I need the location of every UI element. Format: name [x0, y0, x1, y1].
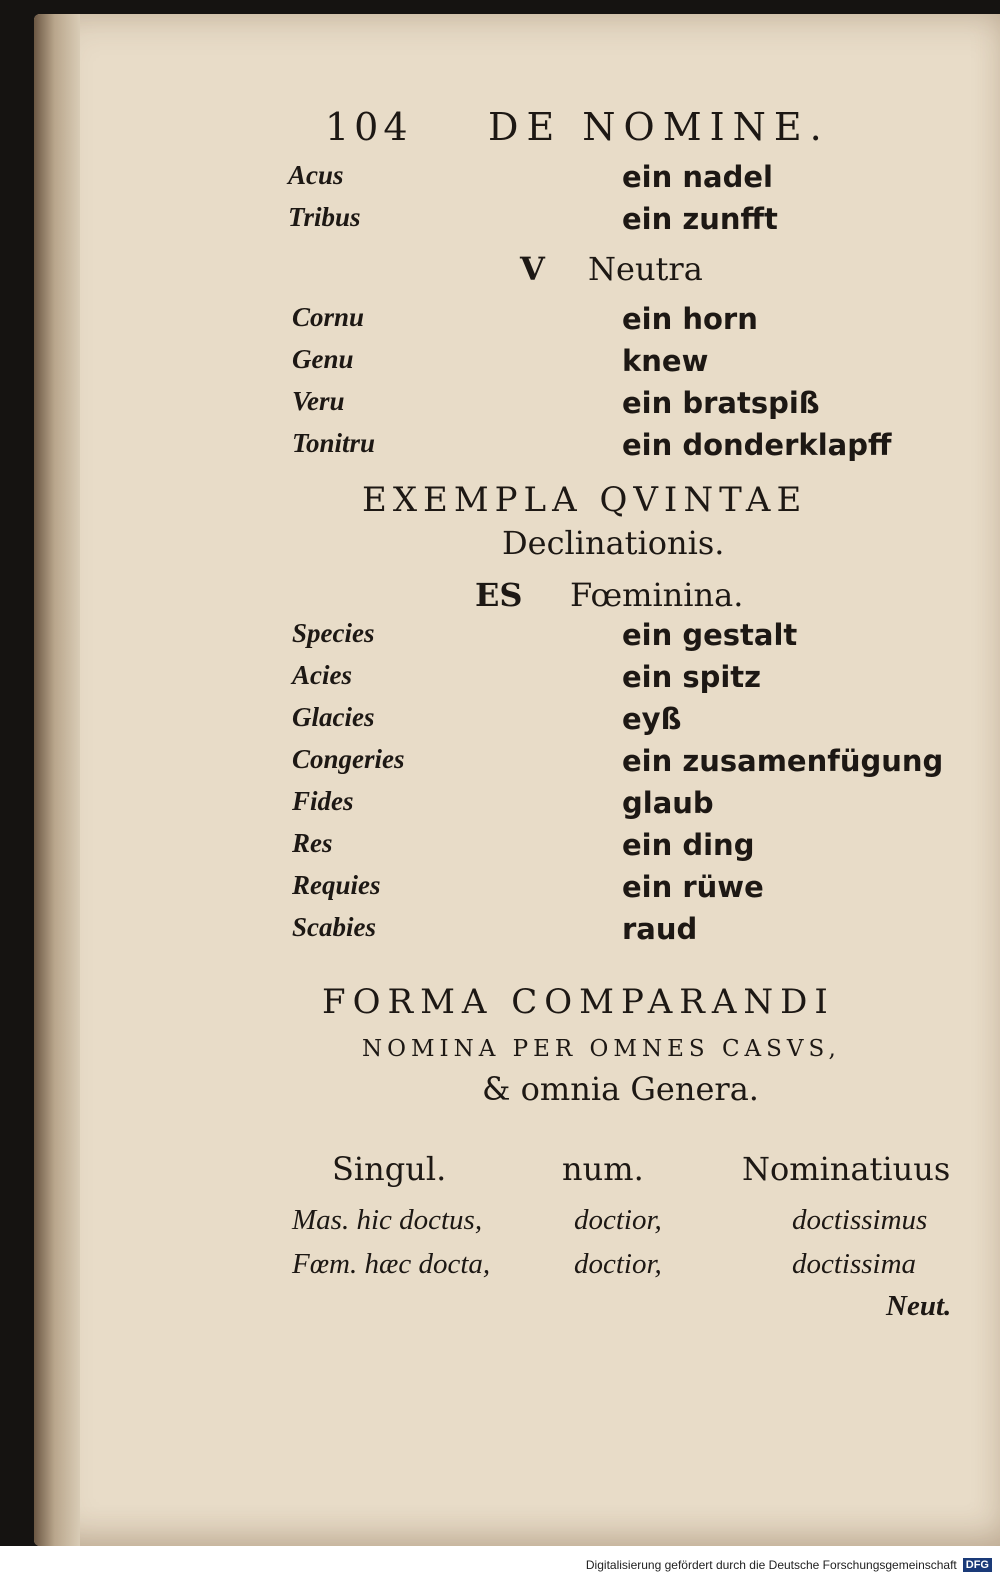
section-heading: Neutra: [588, 250, 703, 288]
latin-word: Acus: [288, 160, 344, 190]
german-word: knew: [622, 344, 709, 378]
table-cell: doctior,: [574, 1204, 662, 1236]
german-word: raud: [622, 912, 698, 946]
footer-text: Digitalisierung gefördert durch die Deutsche Forschungsgemeinschaft: [585, 1558, 957, 1572]
german-word: ein donderklapff: [622, 428, 892, 462]
section-letter: ES: [475, 576, 523, 614]
digitization-footer: [0, 1546, 1000, 1584]
table-cell: doctior,: [574, 1248, 662, 1280]
german-word: glaub: [622, 786, 714, 820]
latin-word: Acies: [292, 660, 352, 690]
table-cell: doctissimus: [792, 1204, 928, 1236]
table-cell: doctissima: [792, 1248, 917, 1280]
exempla-title: EXEMPLA QVINTAE: [362, 480, 808, 520]
catchword: Neut.: [886, 1290, 952, 1322]
german-word: ein ding: [622, 828, 755, 862]
german-word: ein nadel: [622, 160, 773, 194]
german-word: ein zusamenfügung: [622, 744, 944, 778]
page-number: 104: [325, 105, 413, 149]
latin-word: Requies: [292, 870, 381, 900]
table-header-cell: Nominatiuus: [742, 1150, 951, 1188]
dfg-logo: DFG: [963, 1558, 992, 1572]
german-word: ein bratspiß: [622, 386, 820, 420]
latin-word: Glacies: [292, 702, 375, 732]
german-word: ein horn: [622, 302, 758, 336]
german-word: ein zunfft: [622, 202, 778, 236]
forma-title: FORMA COMPARANDI: [322, 982, 835, 1022]
latin-word: Res: [292, 828, 333, 858]
forma-subtitle-2: & omnia Genera.: [482, 1070, 759, 1108]
table-header-cell: num.: [562, 1150, 644, 1188]
table-cell: Mas. hic doctus,: [292, 1204, 483, 1236]
latin-word: Tribus: [288, 202, 361, 232]
forma-subtitle: NOMINA PER OMNES CASVS,: [362, 1036, 841, 1062]
section-heading: Fœminina.: [570, 576, 744, 614]
table-cell: Fœm. hæc docta,: [292, 1248, 491, 1280]
latin-word: Congeries: [292, 744, 405, 774]
german-word: ein spitz: [622, 660, 762, 694]
latin-word: Cornu: [292, 302, 365, 332]
page-gutter: [34, 14, 80, 1546]
german-word: ein rüwe: [622, 870, 764, 904]
section-letter: V: [520, 250, 545, 288]
running-head: DE NOMINE.: [488, 105, 830, 149]
exempla-subtitle: Declinationis.: [502, 524, 725, 562]
german-word: ein gestalt: [622, 618, 798, 652]
latin-word: Veru: [292, 386, 345, 416]
latin-word: Tonitru: [292, 428, 376, 458]
latin-word: Fides: [292, 786, 354, 816]
latin-word: Species: [292, 618, 375, 648]
latin-word: Genu: [292, 344, 354, 374]
german-word: eyß: [622, 702, 682, 736]
table-header-cell: Singul.: [332, 1150, 447, 1188]
latin-word: Scabies: [292, 912, 376, 942]
book-page: [34, 14, 1000, 1546]
